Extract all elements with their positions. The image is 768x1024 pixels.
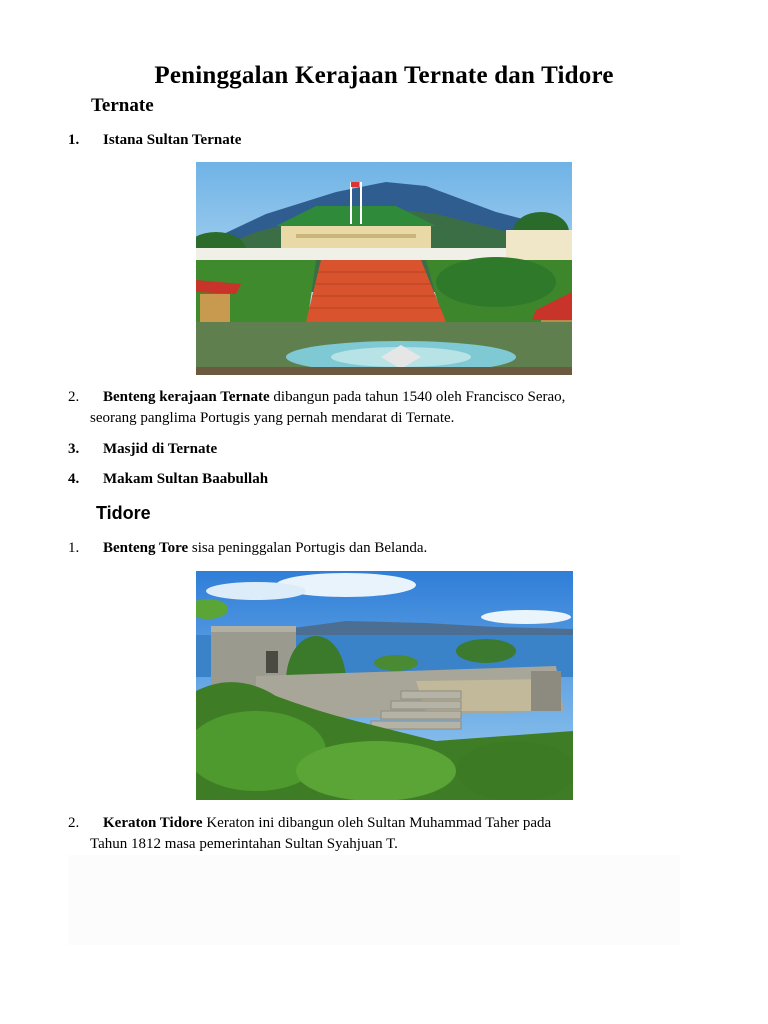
page-title: Peninggalan Kerajaan Ternate dan Tidore <box>154 62 614 89</box>
list-number: 2. <box>68 389 80 405</box>
benteng-tore-photo <box>196 571 573 800</box>
section-heading-tidore: Tidore <box>96 503 151 523</box>
item-text: sisa peninggalan Portugis dan Belanda. <box>188 540 428 556</box>
list-number: 4. <box>68 471 80 487</box>
list-item <box>68 439 678 460</box>
list-number: 1. <box>68 540 80 556</box>
list-number: 3. <box>68 441 80 457</box>
list-item <box>68 387 678 429</box>
item-title: Istana Sultan Ternate <box>103 132 242 148</box>
item-title: Keraton Tidore <box>103 815 203 831</box>
item-text-continued: Tahun 1812 masa pemerintahan Sultan Syahjuan T. <box>90 836 398 852</box>
item-title: Makam Sultan Baabullah <box>103 471 269 487</box>
item-title: Masjid di Ternate <box>103 441 218 457</box>
blank-image-area <box>68 855 680 945</box>
item-text: Keraton ini dibangun oleh Sultan Muhammad Taher pada <box>202 815 552 831</box>
item-text-continued: seorang panglima Portugis yang pernah mendarat di Ternate. <box>90 410 455 426</box>
list-item <box>68 813 678 855</box>
item-title: Benteng kerajaan Ternate <box>103 389 270 405</box>
list-number: 1. <box>68 132 80 148</box>
list-number: 2. <box>68 815 80 831</box>
section-heading-ternate: Ternate <box>91 95 154 116</box>
istana-sultan-ternate-photo <box>196 162 572 375</box>
item-text: dibangun pada tahun 1540 oleh Francisco Serao, <box>269 389 566 405</box>
list-item <box>68 469 678 490</box>
list-item <box>68 538 678 559</box>
item-title: Benteng Tore <box>103 540 189 556</box>
list-item <box>68 130 678 151</box>
